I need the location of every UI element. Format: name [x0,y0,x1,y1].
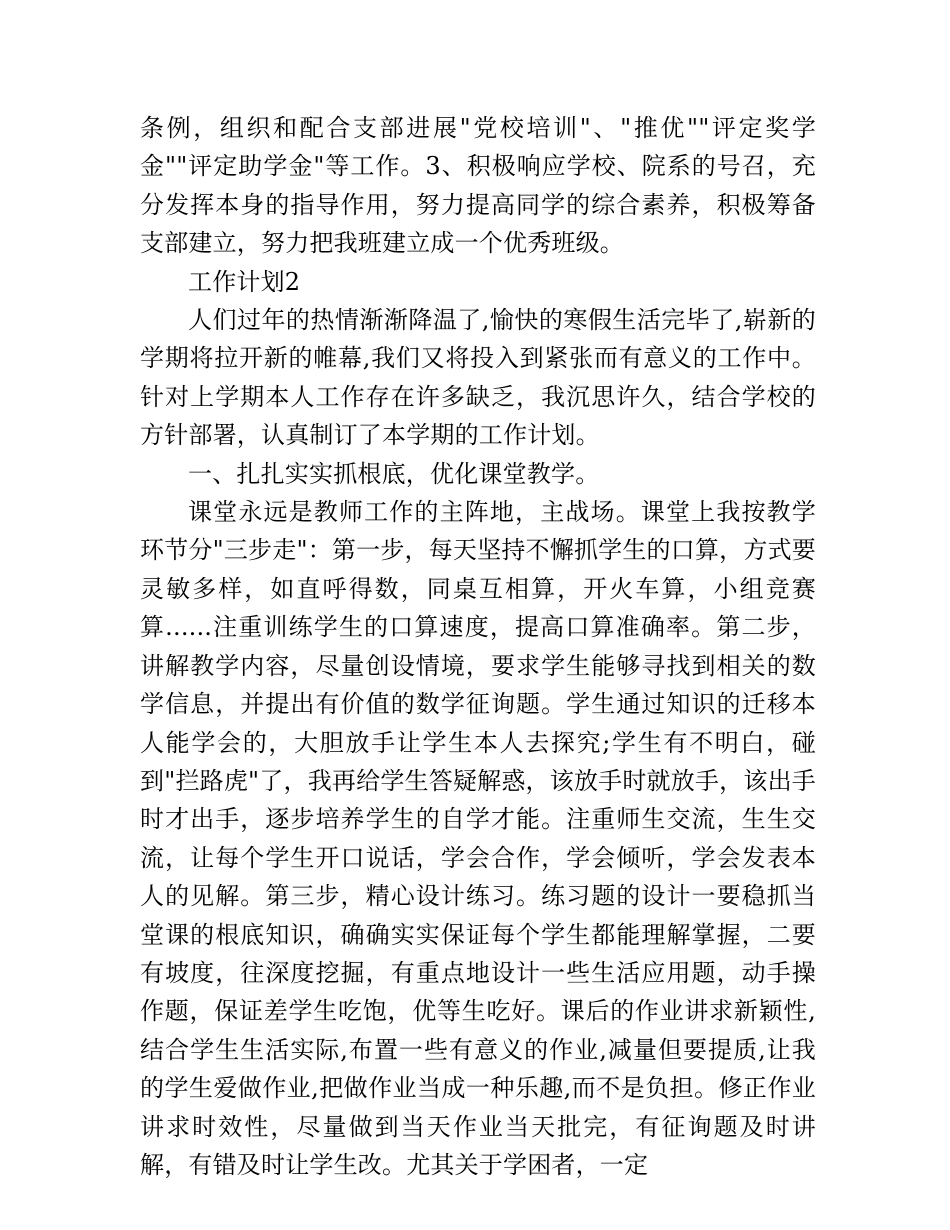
paragraph-intro: 人们过年的热情渐渐降温了,愉快的寒假生活完毕了,崭新的学期将拉开新的帷幕,我们又将投入到紧张而有意义的工作中。针对上学期本人工作存在许多缺乏，我沉思许久，结合学校的方针部署，认真制订了本学期的工作计划。 [140,306,816,450]
document-body [140,109,816,1184]
section-heading-work-plan-2: 工作计划2 [188,267,301,296]
subheading-foundation: 一、扎扎实实抓根底，优化课堂教学。 [188,459,600,488]
paragraph-classroom-teaching: 课堂永远是教师工作的主阵地，主战场。课堂上我按教学环节分"三步走"：第一步，每天坚持不懈抓学生的口算，方式要灵敏多样，如直呼得数，同桌互相算，开火车算，小组竞赛算......注重训练学生的口算速度，提高口算准确率。第二步，讲解教学内容，尽量创设情境，要求学生能够寻找到相关的数学信息，并提出有价值的数学征询题。学生通过知识的迁移本人能学会的，大胆放手让学生本人去探究;学生有不明白，碰到"拦路虎"了，我再给学生答疑解惑，该放手时就放手，该出手时才出手，逐步培养学生的自学才能。注重师生交流，生生交流，让每个学生开口说话，学会合作，学会倾听，学会发表本人的见解。第三步，精心设计练习。练习题的设计一要稳抓当堂课的根底知识，确确实实保证每个学生都能理解掌握，二要有坡度，往深度挖掘，有重点地设计一些生活应用题，动手操作题，保证差学生吃饱，优等生吃好。课后的作业讲求新颖性,结合学生生活实际,布置一些有意义的作业,减量但要提质,让我的学生爱做作业,把做作业当成一种乐趣,而不是负担。修正作业讲求时效性，尽量做到当天作业当天批完，有征询题及时讲解，有错及时让学生改。尤其关于学困者，一定 [140,498,816,1179]
paragraph-continuation: 条例，组织和配合支部进展"党校培训"、"推优""评定奖学金""评定助学金"等工作。3、积极响应学校、院系的号召，充分发挥本身的指导作用，努力提高同学的综合素养，积极筹备支部建立，努力把我班建立成一个优秀班级。 [140,114,816,258]
